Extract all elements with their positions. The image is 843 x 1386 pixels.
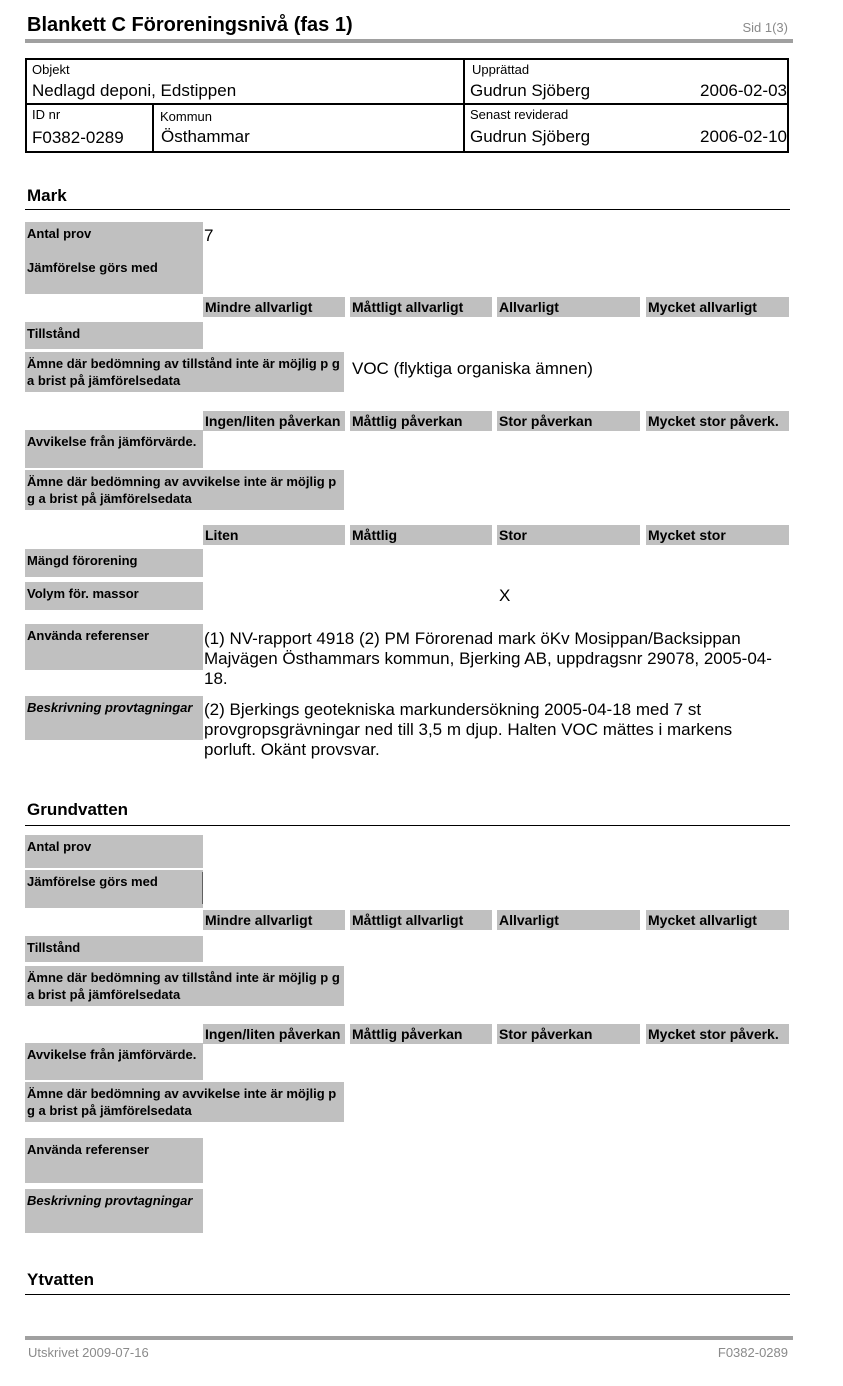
section-heading-grundvatten: Grundvatten	[27, 800, 129, 819]
mark-paverkan-scale-1: Ingen/liten påverkan	[203, 411, 345, 431]
gv-tillstand-label: Tillstånd	[25, 936, 203, 962]
gv-tillstand-scale-4: Mycket allvarligt	[646, 910, 789, 930]
mark-volym-mark: X	[499, 586, 511, 605]
gv-tillstand-scale-1: Mindre allvarligt	[203, 910, 345, 930]
objekt-value: Nedlagd deponi, Edstippen	[32, 81, 237, 100]
gv-antal-prov-label: Antal prov	[25, 835, 203, 868]
mark-mangd-label: Mängd förorening	[25, 549, 203, 577]
id-value: F0382-0289	[32, 128, 124, 147]
mark-tillstand-scale-2: Måttligt allvarligt	[350, 297, 492, 317]
section-divider-mark	[25, 209, 790, 210]
section-heading-ytvatten: Ytvatten	[27, 1270, 95, 1289]
mark-beskrivning-value: (2) Bjerkings geotekniska markundersökning 2005-04-18 med 7 st provgropsgrävningar ned till 3,5 m djup. Halten VOC mättes i markens porluft. Okänt provsvar.	[204, 700, 733, 759]
mark-amne-avvikelse-label: Ämne där bedömning av avvikelse inte är möjlig p g a brist på jämförelsedata	[25, 470, 344, 510]
mark-antal-prov-value: 7	[204, 226, 214, 245]
title-divider	[25, 39, 793, 43]
objekt-label: Objekt	[32, 62, 70, 77]
mark-referenser-label: Använda referenser	[25, 624, 203, 670]
upprattad-date: 2006-02-03	[700, 81, 787, 100]
gv-paverkan-scale-3: Stor påverkan	[497, 1024, 640, 1044]
reviderad-date: 2006-02-10	[700, 127, 787, 146]
footer-printed-date: Utskrivet 2009-07-16	[28, 1345, 149, 1360]
mark-beskrivning-label: Beskrivning provtagningar	[25, 696, 203, 740]
mark-tillstand-scale-4: Mycket allvarligt	[646, 297, 789, 317]
mark-jamforelse-label: Jämförelse görs med	[25, 256, 203, 294]
mark-paverkan-scale-3: Stor påverkan	[497, 411, 640, 431]
mark-amne-tillstand-value: VOC (flyktiga organiska ämnen)	[352, 359, 593, 378]
page-number: Sid 1(3)	[742, 20, 788, 35]
mark-referenser-value: (1) NV-rapport 4918 (2) PM Förorenad mark öKv Mosippan/Backsippan Majvägen Östhammars kommun, Bjerking AB, uppdragsnr 29078, 2005-04-18.	[204, 629, 772, 688]
mark-tillstand-scale-3: Allvarligt	[497, 297, 640, 317]
header-info-box	[25, 58, 789, 153]
gv-jamforelse-label: Jämförelse görs med	[25, 870, 203, 908]
reviderad-label: Senast reviderad	[470, 107, 569, 122]
gv-paverkan-scale-1: Ingen/liten påverkan	[203, 1024, 345, 1044]
gv-tillstand-scale-2: Måttligt allvarligt	[350, 910, 492, 930]
gv-paverkan-scale-4: Mycket stor påverk.	[646, 1024, 789, 1044]
mark-paverkan-scale-2: Måttlig påverkan	[350, 411, 492, 431]
mark-avvikelse-label: Avvikelse från jämförvärde.	[25, 430, 203, 468]
gv-beskrivning-label: Beskrivning provtagningar	[25, 1189, 203, 1233]
kommun-value: Östhammar	[161, 127, 250, 146]
mark-amne-tillstand-label: Ämne där bedömning av tillstånd inte är möjlig p g a brist på jämförelsedata	[25, 352, 344, 392]
gv-paverkan-scale-2: Måttlig påverkan	[350, 1024, 492, 1044]
mark-tillstand-label: Tillstånd	[25, 322, 203, 349]
mark-paverkan-scale-4: Mycket stor påverk.	[646, 411, 789, 431]
section-divider-ytvatten	[25, 1294, 790, 1295]
mark-mangd-scale-4: Mycket stor	[646, 525, 789, 545]
upprattad-label: Upprättad	[472, 62, 530, 77]
header-row-divider	[25, 103, 789, 105]
section-heading-mark: Mark	[27, 186, 67, 205]
mark-volym-label: Volym för. massor	[25, 582, 203, 610]
gv-avvikelse-label: Avvikelse från jämförvärde.	[25, 1043, 203, 1080]
upprattad-name: Gudrun Sjöberg	[470, 81, 591, 100]
mark-tillstand-scale-1: Mindre allvarligt	[203, 297, 345, 317]
mark-antal-prov-label: Antal prov	[25, 222, 203, 256]
form-title: Blankett C Föroreningsnivå (fas 1)	[27, 14, 353, 36]
section-divider-grundvatten	[25, 825, 790, 826]
reviderad-name: Gudrun Sjöberg	[470, 127, 591, 146]
mark-mangd-scale-2: Måttlig	[350, 525, 492, 545]
header-id-divider	[152, 103, 154, 153]
gv-tillstand-scale-3: Allvarligt	[497, 910, 640, 930]
gv-referenser-label: Använda referenser	[25, 1138, 203, 1183]
gv-jamforelse-field-edge	[202, 872, 203, 904]
footer-divider	[25, 1336, 793, 1340]
mark-mangd-scale-3: Stor	[497, 525, 640, 545]
id-label: ID nr	[32, 107, 61, 122]
footer-id: F0382-0289	[717, 1345, 788, 1360]
gv-amne-avvikelse-label: Ämne där bedömning av avvikelse inte är möjlig p g a brist på jämförelsedata	[25, 1082, 344, 1122]
header-column-divider	[463, 58, 465, 153]
mark-mangd-scale-1: Liten	[203, 525, 345, 545]
gv-amne-tillstand-label: Ämne där bedömning av tillstånd inte är möjlig p g a brist på jämförelsedata	[25, 966, 344, 1006]
kommun-label: Kommun	[160, 109, 213, 124]
